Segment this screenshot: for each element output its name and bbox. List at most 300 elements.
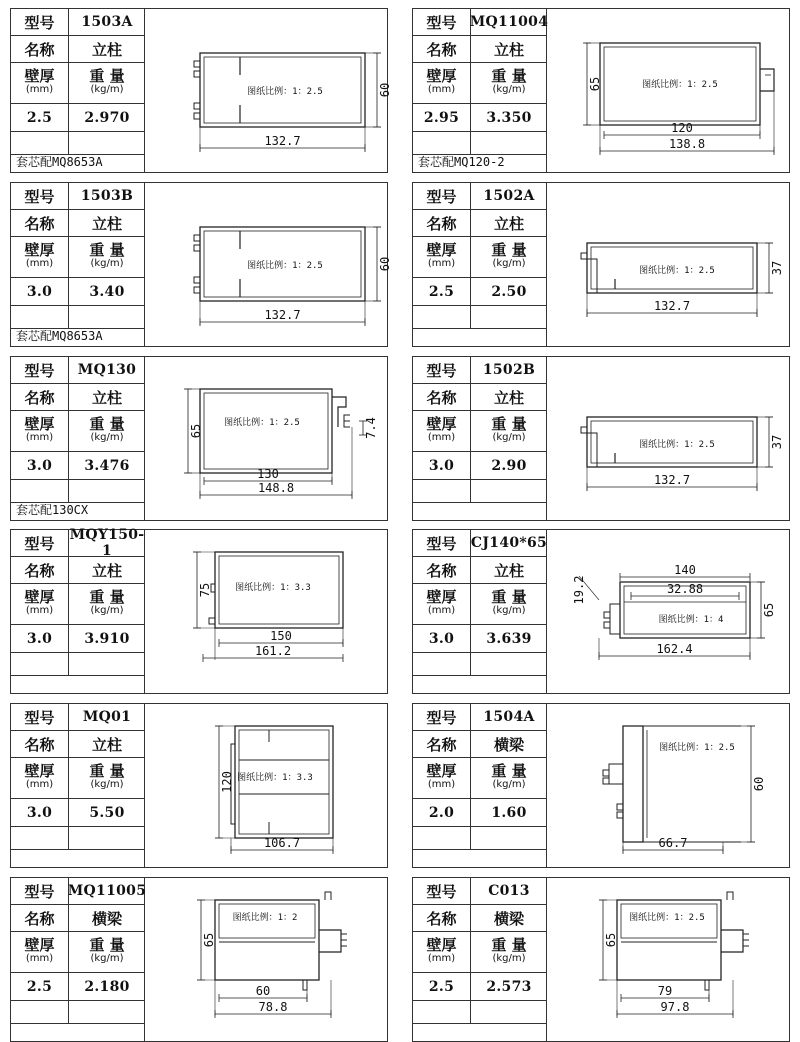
- spec-row: [413, 411, 547, 452]
- drawing-scale-label: 图纸比例：1：2.5: [639, 266, 715, 276]
- dimension-outer-width: 148.8: [257, 481, 295, 495]
- dimension-mid-width: 32.88: [666, 582, 704, 596]
- weight-label-text: 重 量: [89, 588, 125, 606]
- weight-label-text: 重 量: [491, 415, 527, 433]
- model-label: 型号: [24, 13, 55, 32]
- spec-cell: [413, 357, 471, 383]
- spec-cell: [471, 480, 547, 502]
- spec-cell: [11, 530, 69, 556]
- weight-value: 2.50: [491, 283, 527, 300]
- spec-cell: [413, 306, 471, 328]
- spec-cell: [413, 827, 471, 849]
- spec-row: [413, 452, 547, 480]
- wall-thickness-label-unit: (mm): [427, 605, 456, 616]
- spec-cell: [69, 210, 145, 236]
- dimension-inner-width: 150: [270, 629, 292, 643]
- spec-row: [413, 704, 547, 731]
- drawing-scale-label: 图纸比例：1：2.5: [659, 743, 735, 753]
- spec-row: [413, 104, 547, 132]
- weight-label: [491, 243, 526, 271]
- spec-cell: [471, 653, 547, 675]
- wall-thickness-label-text: 壁厚: [24, 936, 55, 954]
- spec-cell: [11, 799, 69, 826]
- drawing-scale-label: 图纸比例：1：2.5: [642, 80, 718, 90]
- spec-row: [11, 584, 145, 625]
- spec-cell: [413, 384, 471, 410]
- weight-label-unit: (kg/m): [492, 258, 526, 269]
- dimension-width: 132.7: [653, 473, 691, 487]
- spec-row: [11, 878, 145, 905]
- spec-cell: [69, 527, 145, 559]
- name-value: 立柱: [91, 735, 122, 754]
- dimension-outer-width: 97.8: [660, 1000, 690, 1014]
- wall-thickness-value: 3.0: [428, 457, 455, 474]
- weight-label-unit: (kg/m): [492, 432, 526, 443]
- drawing-scale-label: 图纸比例：1：3.3: [237, 773, 313, 783]
- spec-cell: [471, 9, 547, 35]
- spec-cell: [471, 132, 547, 154]
- spec-cell: [11, 278, 69, 305]
- spec-cell: [471, 973, 547, 1000]
- name-label: 名称: [426, 909, 457, 928]
- spec-row: [413, 758, 547, 799]
- spec-cell: [69, 104, 145, 131]
- wall-thickness-label-text: 壁厚: [24, 241, 55, 259]
- drawing-scale-label: 图纸比例：1：2.5: [224, 418, 300, 428]
- sleeve-note: 套芯配130CX: [16, 503, 89, 517]
- spec-cell: [69, 731, 145, 757]
- spec-cell: [471, 932, 547, 972]
- spec-row: [413, 1001, 547, 1024]
- name-value: 横梁: [493, 909, 524, 928]
- spec-row: [413, 132, 547, 155]
- dimension-outer-width: 138.8: [668, 137, 706, 151]
- dimension-height: 60: [378, 82, 392, 98]
- model-value: MQ01: [82, 709, 132, 725]
- spec-row: [413, 63, 547, 104]
- name-label: 名称: [24, 561, 55, 580]
- spec-cell: [413, 557, 471, 583]
- spec-cell: [11, 36, 69, 62]
- weight-label: [491, 938, 526, 966]
- spec-row: [413, 384, 547, 411]
- profile-section-drawing: [547, 530, 791, 693]
- weight-label-unit: (kg/m): [90, 779, 124, 790]
- weight-label-unit: (kg/m): [492, 779, 526, 790]
- spec-table: [413, 704, 547, 867]
- drawing-scale-label: 图纸比例：1：3.3: [235, 583, 311, 593]
- profile-outline: [184, 389, 378, 499]
- dimension-tab-height: 7.4: [364, 417, 378, 439]
- spec-cell: [69, 758, 145, 798]
- profile-outline: [193, 552, 343, 662]
- spec-cell: [413, 36, 471, 62]
- spec-cell: [69, 704, 145, 730]
- spec-table: [413, 9, 547, 172]
- spec-cell: [471, 104, 547, 131]
- spec-table: [11, 183, 145, 346]
- spec-cell: [413, 973, 471, 1000]
- wall-thickness-label: [426, 590, 456, 618]
- dimension-height: 37: [770, 434, 784, 450]
- weight-value: 2.90: [491, 457, 527, 474]
- weight-label: [491, 417, 526, 445]
- weight-value: 3.476: [84, 457, 130, 474]
- spec-row: [11, 183, 145, 210]
- spec-cell: [413, 932, 471, 972]
- weight-value: 2.970: [84, 109, 130, 126]
- weight-label-unit: (kg/m): [90, 953, 124, 964]
- dimension-width: 106.7: [263, 836, 301, 850]
- profile-card: [10, 8, 392, 173]
- weight-label-unit: (kg/m): [492, 605, 526, 616]
- profile-outline: [572, 563, 776, 660]
- wall-thickness-label-unit: (mm): [25, 605, 54, 616]
- spec-row: [11, 527, 145, 559]
- model-value: MQ130: [77, 362, 137, 378]
- spec-row: [413, 306, 547, 329]
- spec-cell: [471, 452, 547, 479]
- profile-section-drawing: [547, 704, 791, 867]
- spec-cell: [471, 411, 547, 451]
- spec-cell: [11, 653, 69, 675]
- wall-thickness-label: [426, 69, 456, 97]
- dimension-inner-width: 79: [657, 984, 673, 998]
- spec-row: [11, 704, 145, 731]
- spec-row: [413, 932, 547, 973]
- spec-row: [11, 973, 145, 1001]
- spec-cell: [471, 63, 547, 103]
- spec-cell: [471, 758, 547, 798]
- spec-cell: [69, 411, 145, 451]
- model-label: 型号: [24, 708, 55, 727]
- weight-label-text: 重 量: [89, 762, 125, 780]
- name-label: 名称: [426, 735, 457, 754]
- name-value: 立柱: [91, 388, 122, 407]
- weight-label: [491, 764, 526, 792]
- profile-outline: [215, 726, 333, 854]
- profile-card: [412, 356, 790, 521]
- dimension-width: 132.7: [653, 299, 691, 313]
- spec-cell: [413, 480, 471, 502]
- spec-row: [413, 878, 547, 905]
- weight-label-text: 重 量: [89, 67, 125, 85]
- spec-cell: [471, 278, 547, 305]
- weight-label-text: 重 量: [491, 67, 527, 85]
- spec-cell: [413, 183, 471, 209]
- spec-row: [413, 827, 547, 850]
- sleeve-note: 套芯配MQ8653A: [16, 329, 103, 343]
- profile-section-drawing: [547, 183, 791, 346]
- spec-row: [11, 758, 145, 799]
- spec-cell: [471, 183, 547, 209]
- drawing-scale-label: 图纸比例：1：2.5: [247, 87, 323, 97]
- name-value: 立柱: [493, 388, 524, 407]
- dimension-height: 65: [604, 932, 618, 948]
- profile-section-drawing: [145, 530, 389, 693]
- profile-section-drawing: [547, 357, 791, 520]
- spec-cell: [11, 452, 69, 479]
- model-label: 型号: [426, 534, 457, 553]
- spec-cell: [413, 1001, 471, 1023]
- spec-cell: [69, 625, 145, 652]
- spec-row: [11, 278, 145, 306]
- dimension-inner-width: 120: [671, 121, 693, 135]
- wall-thickness-label-text: 壁厚: [426, 67, 457, 85]
- spec-cell: [471, 357, 547, 383]
- weight-value: 3.639: [486, 630, 532, 647]
- name-label: 名称: [426, 388, 457, 407]
- dimension-outer-width: 161.2: [254, 644, 292, 658]
- name-label: 名称: [426, 561, 457, 580]
- profile-section-drawing: [547, 878, 791, 1041]
- spec-cell: [471, 1001, 547, 1023]
- wall-thickness-label: [426, 417, 456, 445]
- weight-label-unit: (kg/m): [492, 84, 526, 95]
- wall-thickness-value: 3.0: [26, 804, 53, 821]
- wall-thickness-label-text: 壁厚: [426, 762, 457, 780]
- spec-cell: [69, 237, 145, 277]
- wall-thickness-label-text: 壁厚: [24, 67, 55, 85]
- spec-table: [413, 357, 547, 520]
- spec-cell: [11, 905, 69, 931]
- spec-cell: [471, 827, 547, 849]
- spec-table: [11, 704, 145, 867]
- wall-thickness-label: [24, 243, 54, 271]
- spec-cell: [11, 237, 69, 277]
- profile-outline: [581, 243, 784, 317]
- spec-cell: [69, 653, 145, 675]
- spec-cell: [69, 132, 145, 154]
- spec-row: [11, 625, 145, 653]
- dimension-outer-width: 162.4: [656, 642, 693, 656]
- spec-cell: [69, 183, 145, 209]
- profile-section-drawing: [145, 183, 392, 346]
- spec-cell: [11, 704, 69, 730]
- wall-thickness-value: 2.0: [428, 804, 455, 821]
- drawing-scale-label: 图纸比例：1：2: [232, 913, 298, 923]
- weight-label-unit: (kg/m): [90, 605, 124, 616]
- wall-thickness-value: 3.0: [26, 457, 53, 474]
- profile-outline: [194, 53, 392, 152]
- spec-cell: [11, 411, 69, 451]
- weight-value: 2.573: [486, 978, 532, 995]
- dimension-top-width: 140: [674, 563, 696, 577]
- spec-cell: [413, 878, 471, 904]
- sleeve-note: 套芯配MQ8653A: [16, 155, 103, 169]
- weight-label-unit: (kg/m): [90, 432, 124, 443]
- weight-label-unit: (kg/m): [90, 258, 124, 269]
- spec-cell: [471, 306, 547, 328]
- spec-row: [11, 306, 145, 329]
- wall-thickness-label: [426, 243, 456, 271]
- spec-row: [413, 357, 547, 384]
- spec-cell: [413, 132, 471, 154]
- wall-thickness-value: 3.0: [26, 630, 53, 647]
- spec-cell: [69, 9, 145, 35]
- dimension-height: 65: [762, 602, 776, 618]
- profile-section-drawing: [547, 9, 791, 172]
- profile-card: [10, 877, 388, 1042]
- spec-cell: [11, 480, 69, 502]
- profile-section-drawing: [145, 9, 392, 172]
- spec-table: [413, 878, 547, 1041]
- spec-cell: [413, 452, 471, 479]
- weight-value: 1.60: [491, 804, 527, 821]
- wall-thickness-label-unit: (mm): [427, 84, 456, 95]
- spec-cell: [11, 384, 69, 410]
- spec-table: [11, 878, 145, 1041]
- name-value: 立柱: [493, 561, 524, 580]
- spec-cell: [11, 63, 69, 103]
- spec-cell: [69, 357, 145, 383]
- spec-row: [413, 905, 547, 932]
- spec-cell: [69, 973, 145, 1000]
- weight-label-text: 重 量: [491, 588, 527, 606]
- wall-thickness-label-text: 壁厚: [24, 415, 55, 433]
- spec-cell: [413, 731, 471, 757]
- spec-row: [413, 584, 547, 625]
- spec-cell: [11, 827, 69, 849]
- spec-cell: [11, 357, 69, 383]
- spec-row: [413, 799, 547, 827]
- spec-cell: [413, 530, 471, 556]
- model-value: 1503B: [80, 188, 134, 204]
- drawing-scale-label: 图纸比例：1：2.5: [247, 261, 323, 271]
- spec-cell: [11, 973, 69, 1000]
- spec-table: [413, 183, 547, 346]
- dimension-height: 65: [202, 932, 216, 948]
- profile-card: [10, 356, 388, 521]
- weight-label-text: 重 量: [89, 415, 125, 433]
- spec-cell: [11, 584, 69, 624]
- model-label: 型号: [24, 361, 55, 380]
- dimension-height: 65: [189, 423, 203, 439]
- wall-thickness-label-unit: (mm): [427, 258, 456, 269]
- wall-thickness-value: 3.0: [26, 283, 53, 300]
- spec-cell: [11, 625, 69, 652]
- model-value: CJ140*65: [470, 535, 548, 551]
- spec-cell: [11, 731, 69, 757]
- spec-row: [413, 183, 547, 210]
- spec-row: [11, 9, 145, 36]
- spec-cell: [413, 9, 471, 35]
- spec-row: [11, 653, 145, 676]
- spec-row: [413, 480, 547, 503]
- spec-cell: [413, 704, 471, 730]
- profile-outline: [603, 726, 766, 854]
- name-label: 名称: [426, 40, 457, 59]
- profile-outline: [583, 43, 774, 155]
- profile-section-drawing: [145, 878, 389, 1041]
- profile-card: [412, 877, 790, 1042]
- wall-thickness-label: [24, 938, 54, 966]
- spec-cell: [11, 878, 69, 904]
- spec-row: [11, 799, 145, 827]
- spec-cell: [69, 480, 145, 502]
- spec-row: [413, 278, 547, 306]
- spec-cell: [69, 584, 145, 624]
- spec-row: [413, 557, 547, 584]
- wall-thickness-value: 2.5: [428, 978, 455, 995]
- name-value: 立柱: [91, 561, 122, 580]
- spec-cell: [11, 306, 69, 328]
- spec-cell: [413, 584, 471, 624]
- spec-cell: [11, 1001, 69, 1023]
- name-label: 名称: [24, 388, 55, 407]
- spec-table: [413, 530, 547, 693]
- spec-row: [413, 36, 547, 63]
- model-label: 型号: [24, 882, 55, 901]
- weight-label-text: 重 量: [89, 936, 125, 954]
- model-label: 型号: [24, 187, 55, 206]
- wall-thickness-label-unit: (mm): [25, 953, 54, 964]
- spec-cell: [413, 625, 471, 652]
- wall-thickness-label-unit: (mm): [427, 779, 456, 790]
- spec-cell: [69, 827, 145, 849]
- profile-card: [412, 182, 790, 347]
- spec-cell: [413, 63, 471, 103]
- spec-table: [11, 9, 145, 172]
- wall-thickness-label: [24, 69, 54, 97]
- weight-label: [491, 69, 526, 97]
- weight-label: [89, 764, 124, 792]
- wall-thickness-label-unit: (mm): [25, 258, 54, 269]
- weight-label-text: 重 量: [89, 241, 125, 259]
- spec-cell: [413, 758, 471, 798]
- wall-thickness-label-unit: (mm): [25, 84, 54, 95]
- spec-cell: [413, 905, 471, 931]
- wall-thickness-value: 3.0: [428, 630, 455, 647]
- model-value: MQ11005: [67, 883, 147, 899]
- model-label: 型号: [426, 361, 457, 380]
- model-value: 1504A: [483, 709, 535, 725]
- spec-cell: [69, 557, 145, 583]
- model-value: MQ11004: [469, 14, 549, 30]
- spec-cell: [471, 384, 547, 410]
- dimension-height: 65: [588, 76, 602, 92]
- weight-label-text: 重 量: [491, 762, 527, 780]
- model-value: MQY150-1: [69, 527, 145, 559]
- profile-outline: [581, 417, 784, 491]
- spec-cell: [11, 104, 69, 131]
- spec-cell: [69, 799, 145, 826]
- weight-label-text: 重 量: [491, 241, 527, 259]
- spec-cell: [413, 411, 471, 451]
- model-label: 型号: [426, 708, 457, 727]
- dimension-height: 75: [198, 582, 212, 598]
- spec-cell: [69, 384, 145, 410]
- spec-cell: [471, 731, 547, 757]
- model-label: 型号: [426, 13, 457, 32]
- spec-row: [413, 237, 547, 278]
- name-value: 立柱: [493, 40, 524, 59]
- spec-cell: [471, 530, 547, 556]
- wall-thickness-label-text: 壁厚: [426, 415, 457, 433]
- wall-thickness-label-unit: (mm): [427, 432, 456, 443]
- wall-thickness-label-unit: (mm): [25, 432, 54, 443]
- spec-row: [11, 827, 145, 850]
- profile-card: [10, 703, 388, 868]
- name-value: 立柱: [91, 214, 122, 233]
- spec-cell: [413, 104, 471, 131]
- model-value: 1503A: [81, 14, 133, 30]
- profile-outline: [194, 227, 392, 326]
- wall-thickness-value: 2.5: [26, 978, 53, 995]
- weight-label-unit: (kg/m): [90, 84, 124, 95]
- profile-card: [412, 8, 790, 173]
- name-label: 名称: [426, 214, 457, 233]
